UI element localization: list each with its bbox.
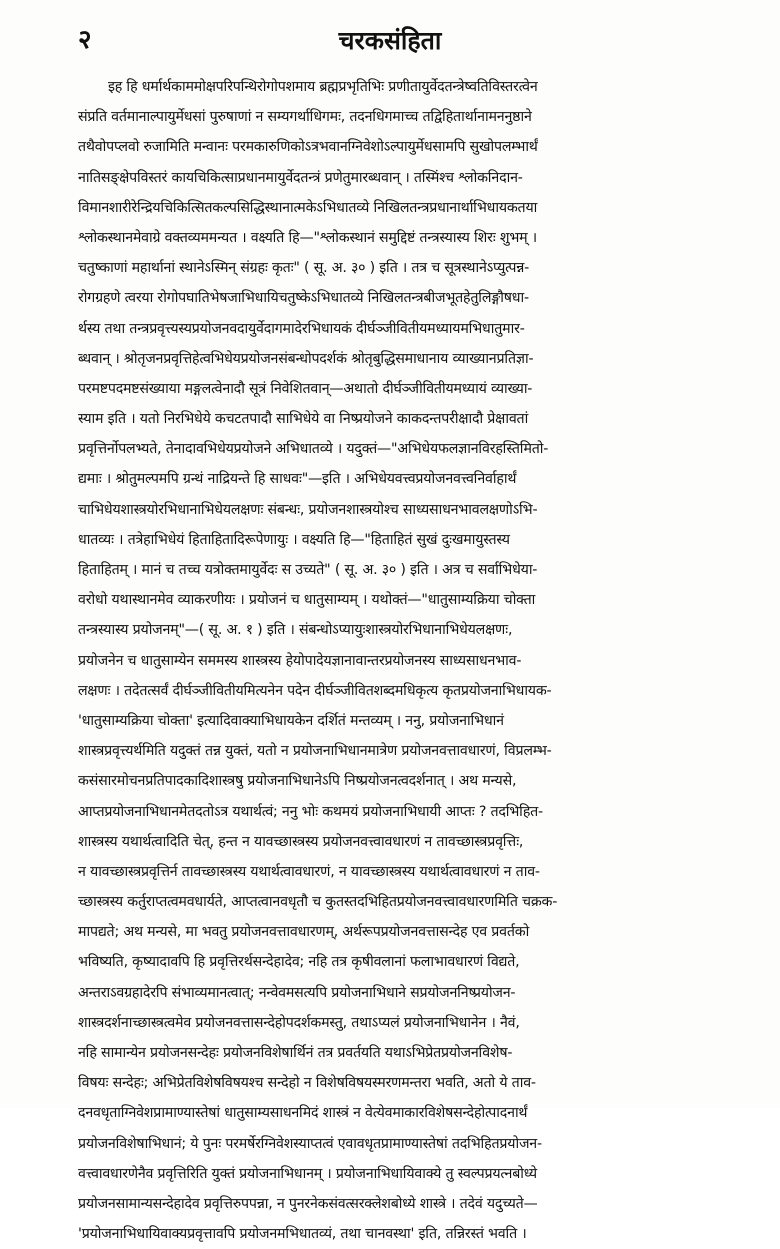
text-line: न यावच्छास्त्रप्रवृत्तिर्न तावच्छास्त्रस्य यथार्थत्वावधारणं, न यावच्छास्त्रस्य यथार्थत्वावधारणं न ताव- [78,863,540,880]
text-line: च्छास्त्रस्य कर्तुराप्तत्वमवधार्यते, आप्तत्वानवधृतौ च कुतस्तदभिहितप्रयोजनवत्त्वावधारणमिति चक्रक- [78,894,558,911]
text-line: मापद्यते; अथ मन्यसे, मा भवतु प्रयोजनवत्तावधारणम्, अर्थरूपप्रयोजनवत्तासन्देह एव प्रवर्तको [78,924,530,941]
text-line: ब्धवान् । श्रोतृजनप्रवृत्तिहेत्वभिधेयप्रयोजनसंबन्धोपदर्शकं श्रोतृबुद्धिसमाधानाय व्याख्यानप्रतिज्ञा- [78,350,534,367]
text-line: भविष्यति, कृष्यादावपि हि प्रवृत्तिरर्थसन्देहादेव; नहि तत्र कृषीवलानां फलाभावधारणं विद्यते, [78,954,520,971]
text-line: 'धातुसाम्यक्रिया चोक्ता' इत्यादिवाक्याभिधायकेन दर्शितं मन्तव्यम् । ननु, प्रयोजनाभिधानं [78,712,504,729]
text-line: नातिसङ्क्षेपविस्तरं कायचिकित्साप्रधानमायुर्वेदतन्त्रं प्रणेतुमारब्धवान् । तस्मिंश्च श्लोकनिदान- [78,169,523,186]
text-line: वत्त्वावधारणेनैव प्रवृत्तिरिति युक्तं प्रयोजनाभिधानम् । प्रयोजनाभिधायिवाक्ये तु स्वल्पप्रयत्नबोध्ये [78,1165,537,1182]
text-line: दनवधृताग्निवेशप्रामाण्यास्तेषां धातुसाम्यसाधनमिदं शास्त्रं न वेत्येवमाकारविशेषसन्देहोत्पादनार्थं [78,1105,528,1122]
text-line: रोगग्रहणे त्वरया रोगोपघातिभेषजाभिधायिचतुष्केऽभिधातव्ये निखिलतन्त्रबीजभूतहेतुलिङ्गौषधा- [78,290,529,307]
text-line: शास्त्रप्रवृत्त्यर्थमिति यदुक्तं तन्न युक्तं, यतो न प्रयोजनाभिधानमात्रेण प्रयोजनवत्तावधारणं, विप्रलम्भ- [78,743,552,760]
text-line: लक्षणः । तदेतत्सर्वं दीर्घञ्जीवितीयमित्यनेन पदेन दीर्घञ्जीवितशब्दमधिकृत्य कृतप्रयोजनाभिधायक- [78,682,552,699]
text-line: स्याम इति । यतो निरभिधेये कचटतपादौ साभिधेये वा निष्प्रयोजने काकदन्तपरीक्षादौ प्रेक्षावतां [78,411,529,428]
text-line: अन्तराऽवग्रहादेरपि संभाव्यमानत्वात्; नन्वेवमसत्यपि प्रयोजनाभिधाने सप्रयोजननिष्प्रयोजन- [78,984,516,1001]
text-line: तथैवोपप्लवो रुजामिति मन्वानः परमकारुणिकोऽत्रभवानग्निवेशोऽल्पायुर्मेधसामपि सुखोपलम्भार्थं [78,139,538,156]
text-line: द्यमाः । श्रोतुमल्पमपि ग्रन्थं नाद्रियन्ते हि साधवः"—इति । अभिधेयवत्त्वप्रयोजनवत्त्वनिर्वाहार्थं [78,471,517,488]
text-line: प्रयोजनविशेषाभिधानं; ये पुनः परमर्षेरग्निवेशस्याप्तत्वं एवावधृतप्रामाण्यास्तेषां तदभिहितप्रयोजन- [78,1135,542,1152]
text-line: चतुष्काणां महार्थानां स्थानेऽस्मिन् संग्रहः कृतः" ( सू. अ. ३० ) इति । तत्र च सूत्रस्थानेऽप्युत्पन्न- [78,260,530,277]
text-line: र्थस्य तथा तन्त्रप्रवृत्त्यस्यप्रयोजनवदायुर्वेदागमादेरभिधायकं दीर्घञ्जीवितीयमध्यायमभिधातुमार- [78,320,525,337]
text-line: शास्त्रदर्शनाच्छास्त्रत्वमेव प्रयोजनवत्तासन्देहोपदर्शकमस्तु, तथाऽप्यलं प्रयोजनाभिधानेन । नैवं, [78,1014,520,1031]
text-line: वरोधो यथास्थानमेव व्याकरणीयः । प्रयोजनं च धातुसाम्यम् । यथोक्तं—"धातुसाम्यक्रिया चोक्ता [78,592,536,609]
text-line: प्रयोजनसामान्यसन्देहादेव प्रवृत्तिरुपपन्ना, न पुनरनेकसंवत्सरक्लेशबोध्ये शास्त्रे । तदेवं यदुच्यते— [78,1195,538,1212]
text-line: प्रयोजनेन च धातुसाम्येन सममस्य शास्त्रस्य हेयोपादेयज्ञानावान्तरप्रयोजनस्य साध्यसाधनभाव- [78,652,522,669]
text-line: श्लोकस्थानमेवाग्रे वक्तव्यममन्यत । वक्ष्यति हि—"श्लोकस्थानं समुद्दिष्टं तन्त्रस्यास्य शिरः शुभम् । [78,229,537,246]
text-line: धातव्यः । तत्रेहाभिधेयं हिताहितादिरूपेणायुः । वक्ष्यति हि—"हिताहितं सुखं दुःखमायुस्तस्य [78,531,510,548]
text-line: प्रवृत्तिर्नोपलभ्यते, तेनादावभिधेयप्रयोजने अभिधातव्ये । यदुक्तं—"अभिधेयफलज्ञानविरहस्तिमितो- [78,441,549,458]
text-line: आप्तप्रयोजनाभिधानमेतदतोऽत्र यथार्थत्वं; ननु भोः कथमयं प्रयोजनाभिधायी आप्तः ? तदभिहित- [78,803,543,820]
text-line: 'प्रयोजनाभिधायिवाक्यप्रवृत्तावपि प्रयोजनमभिधातव्यं, तथा चानवस्था' इति, तन्निरस्तं भवति । [78,1226,527,1243]
text-line: हिताहितम् । मानं च तच्च यत्रोक्तमायुर्वेदः स उच्यते" ( सू. अ. ३० ) इति । अत्र च सर्वाभिधेया- [78,562,538,578]
text-line: चाभिधेयशास्त्रयोरभिधानाभिधेयलक्षणः संबन्धः, प्रयोजनशास्त्रयोश्च साध्यसाधनभावलक्षणोऽभि- [78,501,538,518]
text-line: इह हि धर्मार्थकाममोक्षपरिपन्थिरोगोपशमाय ब्रह्मप्रभृतिभिः प्रणीतायुर्वेदतन्त्रेष्वतिविस्तरत्वेन [108,79,538,95]
text-line: विमानशारीरेन्द्रियचिकित्सितकल्पसिद्धिस्थानात्मकेऽभिधातव्ये निखिलतन्त्रप्रधानार्थाभिधायकतया [78,199,538,216]
page-header [70,22,710,62]
text-line: तन्त्रस्यास्य प्रयोजनम्"—( सू. अ. १ ) इति । संबन्धोऽप्यायुःशास्त्रयोरभिधानाभिधेयलक्षणः, [78,622,513,639]
text-line: नहि सामान्येन प्रयोजनसन्देहः प्रयोजनविशेषार्थिनं तत्र प्रवर्तयति यथाऽभिप्रेतप्रयोजनविशेष- [78,1045,513,1061]
commentary-text [78,72,702,1249]
text-line: विषयः सन्देहः; अभिप्रेतविशेषविषयश्च सन्देहो न विशेषविषयस्मरणमन्तरा भवति, अतो ये ताव- [78,1075,536,1092]
running-title: चरकसंहिता [338,26,442,55]
text-line: कसंसारमोचनप्रतिपादकादिशास्त्रषु प्रयोजनाभिधानेऽपि निष्प्रयोजनत्वदर्शनात् । अथ मन्यसे, [78,773,517,790]
text-line: संप्रति वर्तमानाल्पायुर्मेधसां पुरुषाणां न सम्यगर्थाधिगमः, तदनधिगमाच्च तद्विहितार्थानामननुष्ठाने [78,109,532,126]
text-line: शास्त्रस्य यथार्थत्वादिति चेत्, हन्त न यावच्छास्त्रस्य प्रयोजनवत्त्वावधारणं न तावच्छास्त्रप्रवृत्तिः, [78,833,524,850]
text-line: परमष्टपदमष्टसंख्याया मङ्गलत्वेनादौ सूत्रं निवेशितवान्—अथातो दीर्घञ्जीवितीयमध्यायं व्याख्या- [78,380,533,397]
page-number: २ [78,25,92,55]
